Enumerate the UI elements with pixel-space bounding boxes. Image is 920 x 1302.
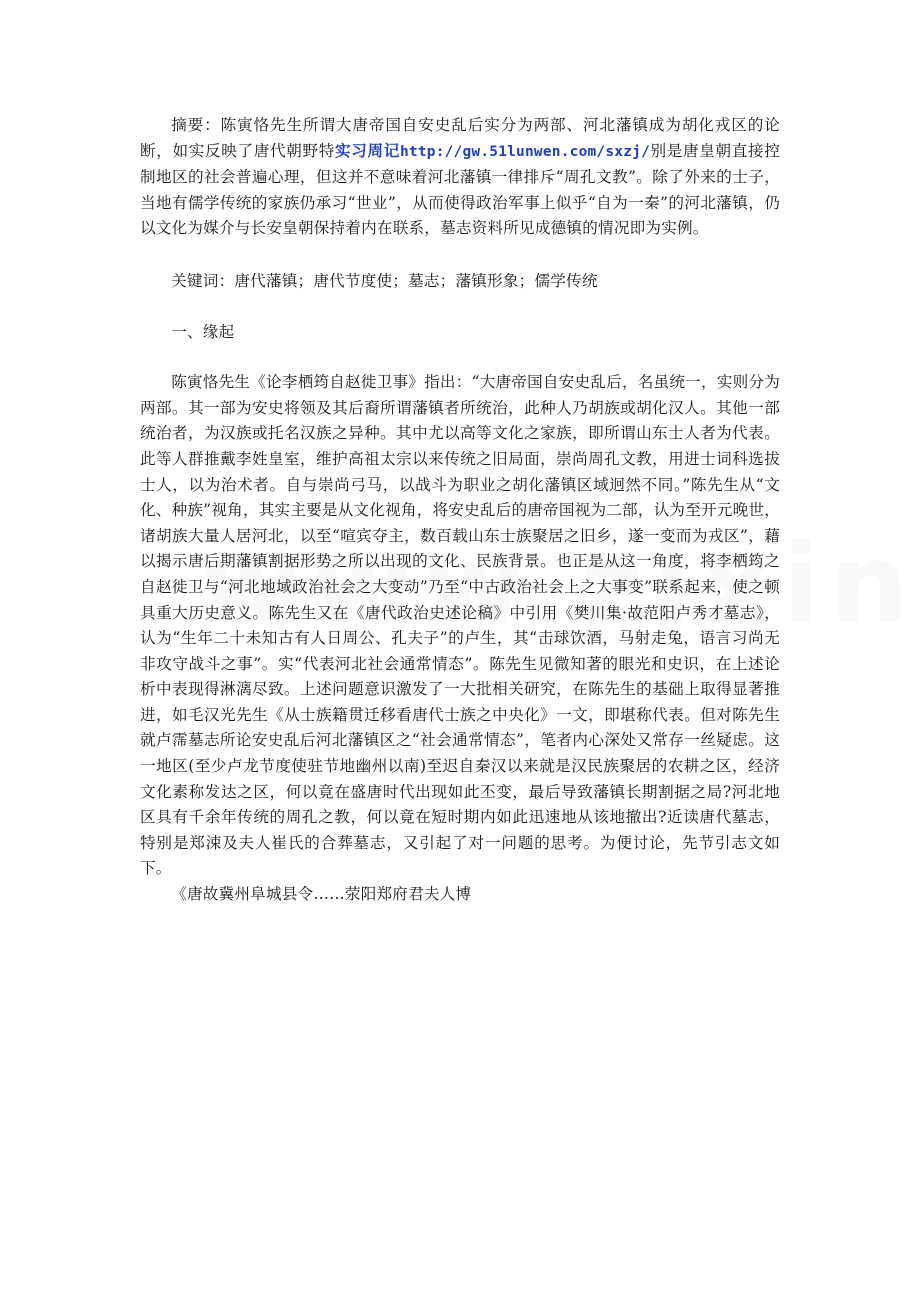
abstract-text-part2: 别是唐皇朝直接控制地区的社会普遍心理，但这并不意味着河北藩镇一律排斥“周孔文教”。除了外来的士子，当地有儒学传统的家族仍承习“世业”，从而使得政治军事上似乎“自为一秦”的河北藩镇，仍以文化为媒介与长安皇朝保持着内在联系，墓志资料所见成德镇的情况即为实例。 <box>140 141 780 238</box>
section-heading: 一、缘起 <box>171 322 235 341</box>
abstract-paragraph <box>140 113 780 242</box>
citation-line: 《唐故冀州阜城县令……荥阳郑府君夫人博 <box>171 885 472 904</box>
internship-journal-url-link[interactable]: http://gw.51lunwen.com/sxzj/ <box>399 143 651 160</box>
keywords-line: 关键词：唐代藩镇；唐代节度使；墓志；藩镇形象；儒学传统 <box>171 271 598 290</box>
body-paragraph: 陈寅恪先生《论李栖筠自赵徙卫事》指出：“大唐帝国自安史乱后，名虽统一，实则分为两部。其一部为安史将领及其后裔所谓藩镇者所统治，此种人乃胡族或胡化汉人。其他一部统治者，为汉族或托名汉族之异种。其中尤以高等文化之家族，即所谓山东士人者为代表。此等人群推戴李姓皇室，维护高祖太宗以来传统之旧局面，崇尚周孔文教，用进士词科选拔士人，以为治术者。自与崇尚弓马，以战斗为职业之胡化藩镇区域迥然不同。”陈先生从“文化、种族”视角，其实主要是从文化视角，将安史乱后的唐帝国视为二部，认为至开元晚世，诸胡族大量人居河北，以至“喧宾夺主，数百载山东士族聚居之旧乡，遂一变而为戎区”，藉以揭示唐后期藩镇割据形势之所以出现的文化、民族背景。也正是从这一角度，将李栖筠之自赵徙卫与“河北地域政治社会之大变动”乃至“中古政治社会上之大事变”联系起来，使之顿具重大历史意义。陈先生又在《唐代政治史述论稿》中引用《樊川集·故范阳卢秀才墓志》，认为“生年二十未知古有人日周公、孔夫子”的卢生，其“击球饮酒，马射走兔，语言习尚无非攻守战斗之事”。实“代表河北社会通常情态”。陈先生见微知著的眼光和史识，在上述论析中表现得淋漓尽致。上述问题意识激发了一大批相关研究，在陈先生的基础上取得显著推进，如毛汉光先生《从士族籍贯迁移看唐代士族之中央化》一文，即堪称代表。但对陈先生就卢霈墓志所论安史乱后河北藩镇区之“社会通常情态”，笔者内心深处又常存一丝疑虑。这一地区(至少卢龙节度使驻节地幽州以南)至迟自秦汉以来就是汉民族聚居的农耕之区，经济文化素称发达之区，何以竟在盛唐时代出现如此丕变，最后导致藩镇长期割据之局?河北地区具有千余年传统的周孔之教，何以竟在短时期内如此迅速地从该地撤出?近读唐代墓志，特别是郑涑及夫人崔氏的合葬墓志，又引起了对一问题的思考。为便讨论，先节引志文如下。 <box>140 373 780 878</box>
internship-journal-link[interactable]: 实习周记 <box>334 141 400 160</box>
document-page <box>140 113 780 908</box>
abstract-text-part1: 摘要：陈寅恪先生所谓大唐帝国自安史乱后实分为两部、河北藩镇成为胡化戎区的论断，如实反映了唐代朝野特 <box>140 116 780 160</box>
